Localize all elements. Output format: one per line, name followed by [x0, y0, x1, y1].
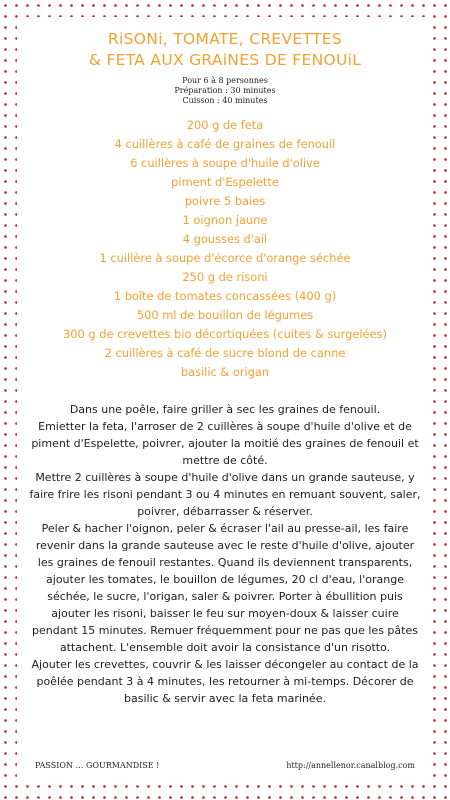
- instruction-paragraph: Ajouter les crevettes, couvrir & les laisser décongeler au contact de la poêlée pendant 3 à 4 minutes, les retourner à mi-temps. Décorer de basilic & servir avec la feta marinée.: [31, 658, 419, 705]
- ingredient-item: 1 oignon jaune: [182, 213, 268, 227]
- instructions: [27, 401, 423, 707]
- ingredient-item: 250 g de risoni: [182, 270, 268, 284]
- ingredient-item: 300 g de crevettes bio décortiquées (cuites & surgelées): [63, 327, 387, 341]
- recipe-title-line-1: RiSONi, TOMATE, CREVETTES: [107, 30, 342, 48]
- ingredient-item: 4 gousses d'ail: [182, 232, 268, 246]
- footer: [35, 761, 415, 770]
- instruction-paragraph: Dans une poêle, faire griller à sec les graines de fenouil.: [69, 403, 381, 416]
- instruction-paragraph: Peler & hacher l'oignon, peler & écraser l'ail au presse-ail, les faire revenir dans la grande sauteuse avec le reste d'huile d'olive, ajouter les graines de fenouil restantes. Quand ils deviennent transparents, ajouter les tomates, le bouillon de légumes, 20 cl d'eau, l'orange séchée, le sucre, l'origan, saler & poivrer. Porter à ébullition puis ajouter les risoni, baisser le feu sur moyen-doux & laisser cuire pendant 15 minutes. Remuer fréquemment pour ne pas que les pâtes attachent. L'ensemble doit avoir la consistance d'un risotto.: [32, 522, 418, 654]
- ingredient-item: 200 g de feta: [186, 118, 264, 132]
- ingredient-item: 500 ml de bouillon de légumes: [136, 308, 314, 322]
- ingredient-item: basilic & origan: [180, 365, 270, 379]
- footer-tagline: PASSION … GOURMANDISE !: [35, 761, 160, 770]
- ingredient-item: 6 cuillères à soupe d'huile d'olive: [130, 156, 320, 170]
- instruction-paragraph: Emietter la feta, l'arroser de 2 cuillères à soupe d'huile d'olive et de piment d'Espelette, poivrer, ajouter la moitié des graines de fenouil et mettre de côté.: [31, 420, 419, 467]
- cook-time: Cuisson : 40 minutes: [182, 96, 268, 105]
- ingredient-list: [17, 116, 433, 382]
- ingredient-item: 4 cuillères à café de graines de fenouil: [114, 137, 336, 151]
- recipe-title: [17, 29, 433, 71]
- recipe-card: [17, 17, 433, 783]
- instruction-paragraph: Mettre 2 cuillères à soupe d'huile d'olive dans un grande sauteuse, y faire frire les risoni pendant 3 ou 4 minutes en remuant souvent, saler, poivrer, débarrasser & réserver.: [29, 471, 421, 518]
- ingredient-item: poivre 5 baies: [184, 194, 266, 208]
- ingredient-item: 1 boîte de tomates concassées (400 g): [113, 289, 337, 303]
- servings: Pour 6 à 8 personnes: [182, 76, 268, 85]
- recipe-meta: [17, 76, 433, 106]
- recipe-title-line-2: & FETA AUX GRAiNES DE FENOUiL: [88, 51, 362, 69]
- footer-url: http://annellenor.canalblog.com: [286, 761, 415, 770]
- ingredient-item: piment d'Espelette: [171, 175, 279, 189]
- prep-time: Préparation : 30 minutes: [174, 86, 276, 95]
- ingredient-item: 2 cuillères à café de sucre blond de canne: [104, 346, 346, 360]
- ingredient-item: 1 cuillère à soupe d'écorce d'orange séchée: [99, 251, 351, 265]
